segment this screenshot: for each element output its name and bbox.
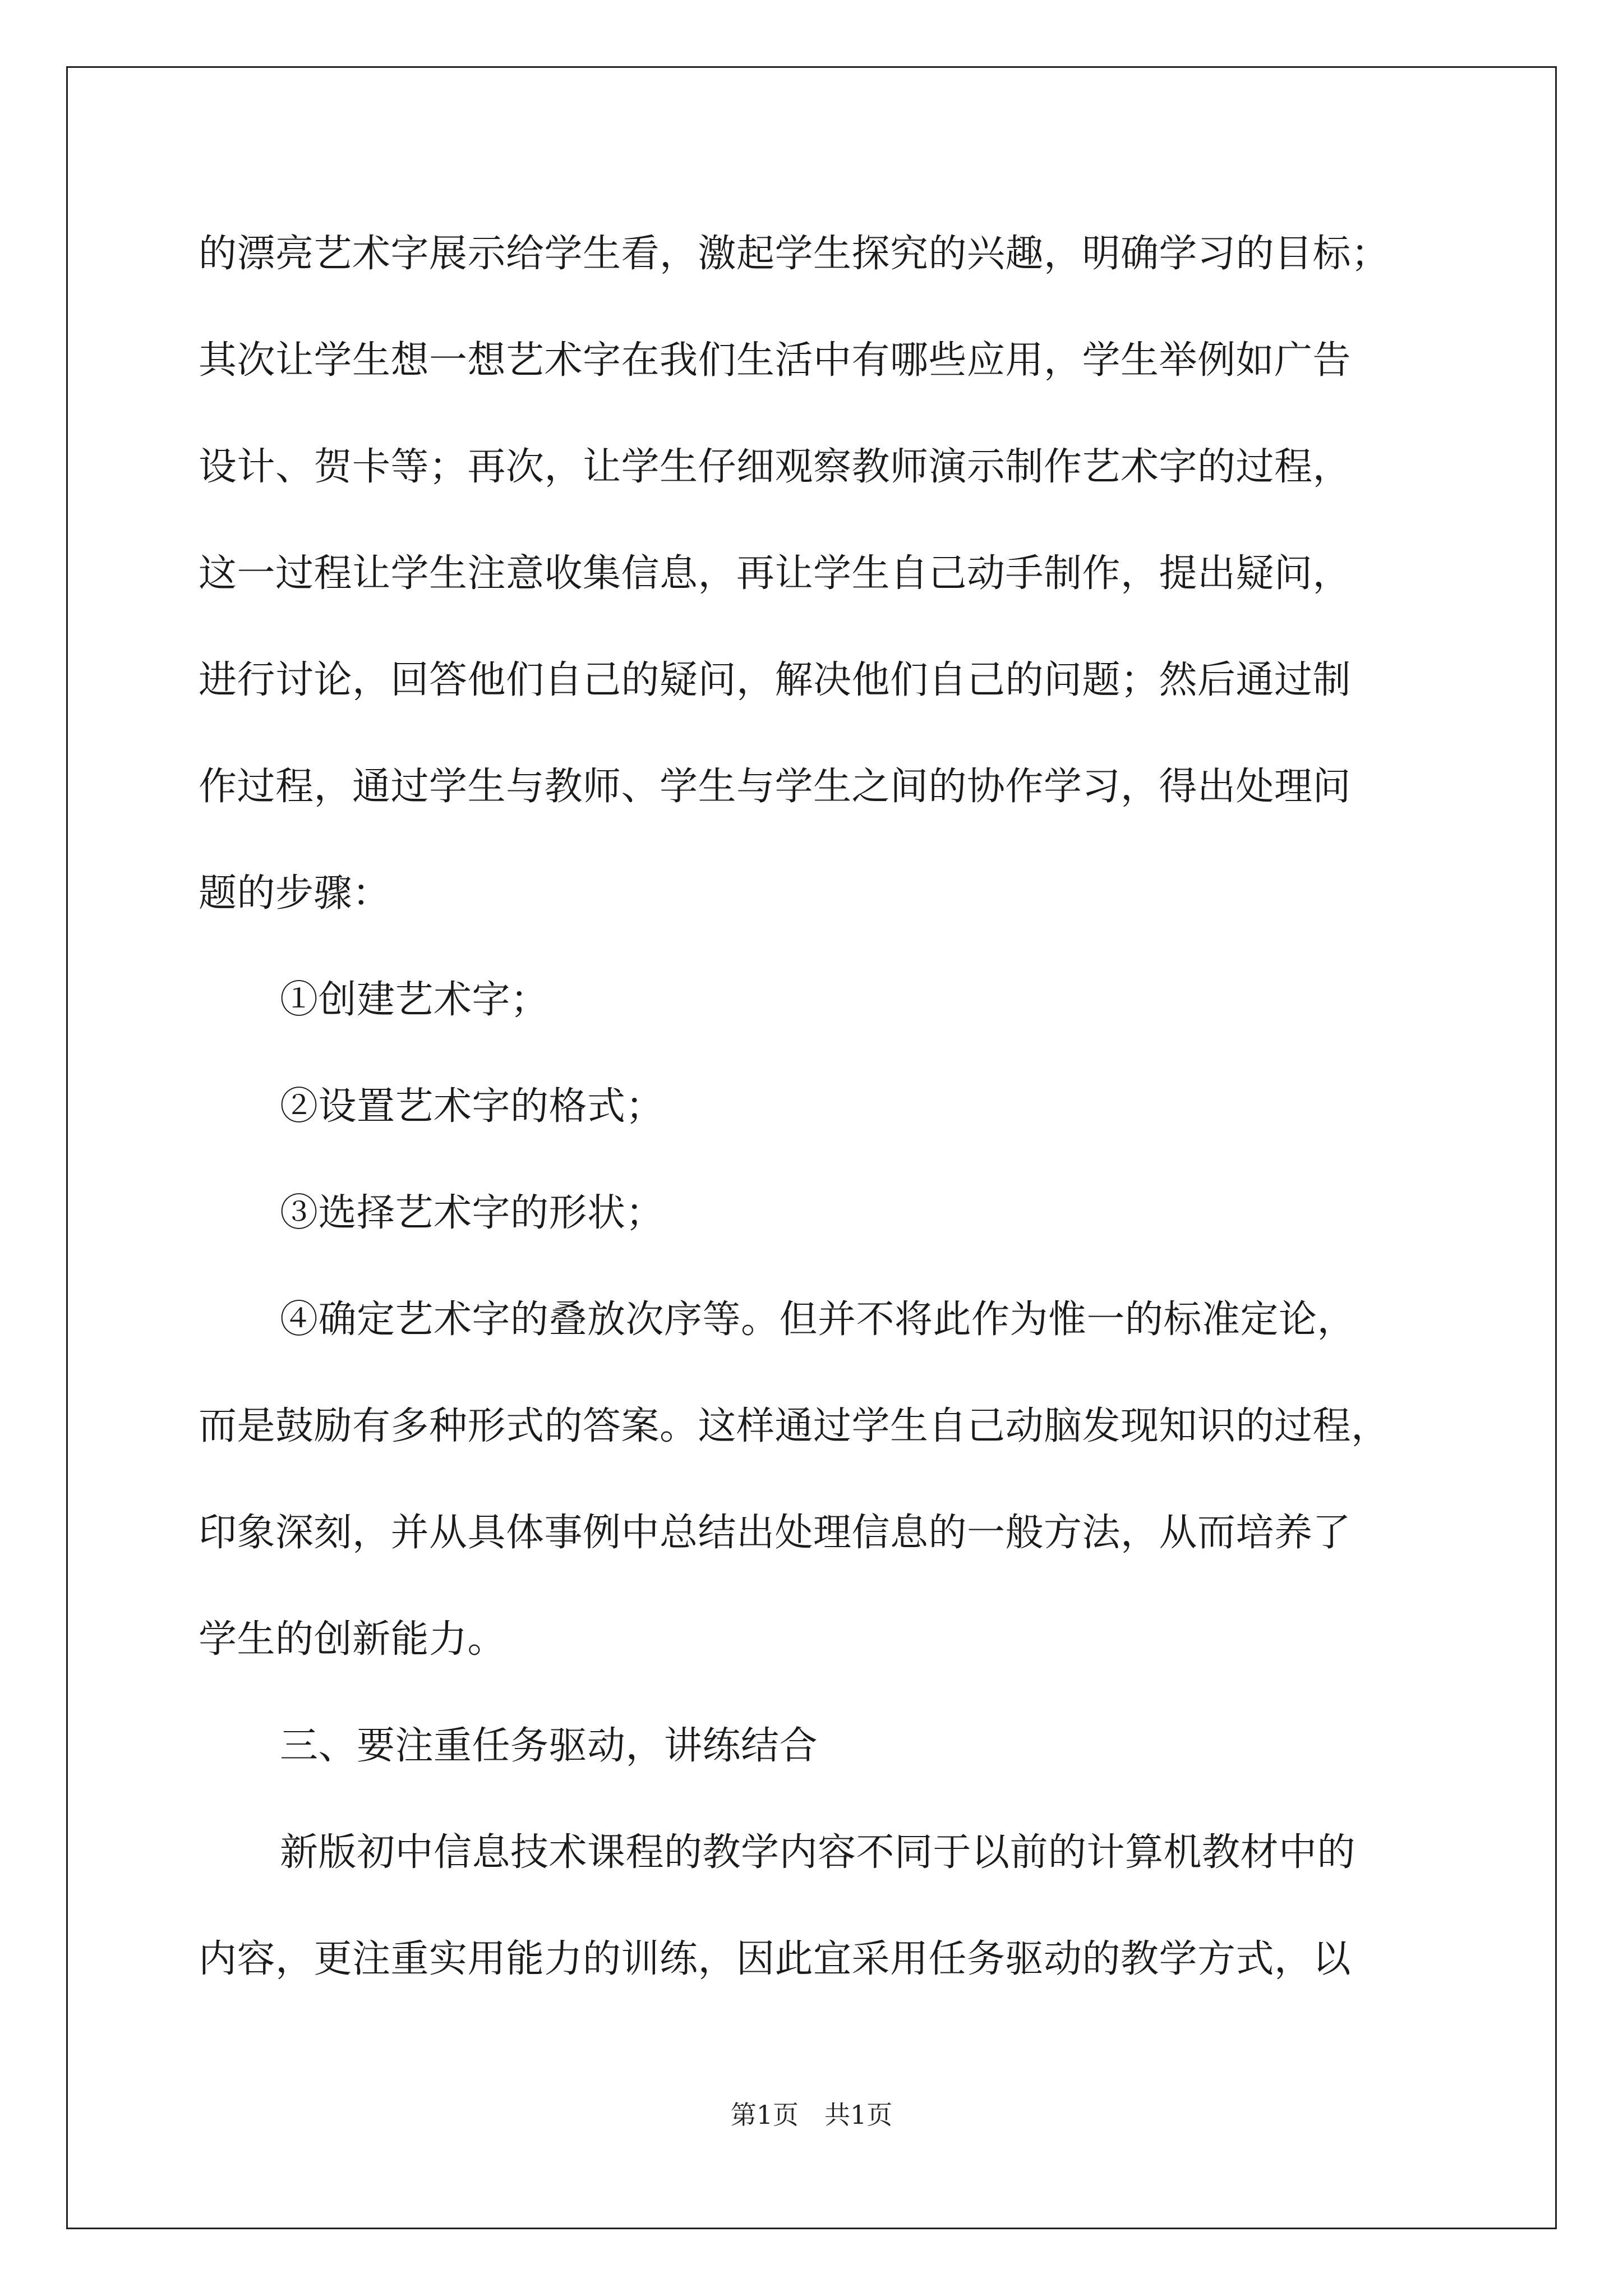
page-number-footer: 第1页 共1页 xyxy=(730,2100,893,2130)
text-line: 学生的创新能力。 xyxy=(199,1617,506,1662)
section-heading: 三、要注重任务驱动，讲练结合 xyxy=(280,1724,818,1768)
text-line: 作过程，通过学生与教师、学生与学生之间的协作学习，得出处理问 xyxy=(199,765,1352,809)
list-item: ④确定艺术字的叠放次序等。但并不将此作为惟一的标准定论， xyxy=(280,1297,1356,1342)
document-body xyxy=(199,201,1432,2013)
text-line: 内容，更注重实用能力的训练，因此宜采用任务驱动的教学方式，以 xyxy=(199,1937,1352,1981)
list-item: ①创建艺术字； xyxy=(280,978,549,1022)
text-line: 其次让学生想一想艺术字在我们生活中有哪些应用，学生举例如广告 xyxy=(199,338,1352,383)
text-line: 题的步骤： xyxy=(199,871,391,915)
list-item: ③选择艺术字的形状； xyxy=(280,1191,665,1235)
text-line: 新版初中信息技术课程的教学内容不同于以前的计算机教材中的 xyxy=(280,1830,1356,1875)
list-item: ②设置艺术字的格式； xyxy=(280,1084,665,1129)
text-line: 而是鼓励有多种形式的答案。这样通过学生自己动脑发现知识的过程， xyxy=(199,1404,1390,1448)
text-line: 印象深刻，并从具体事例中总结出处理信息的一般方法，从而培养了 xyxy=(199,1511,1352,1555)
text-line: 设计、贺卡等；再次，让学生仔细观察教师演示制作艺术字的过程， xyxy=(199,445,1352,489)
text-line: 的漂亮艺术字展示给学生看，激起学生探究的兴趣，明确学习的目标； xyxy=(199,232,1390,276)
text-line: 这一过程让学生注意收集信息，再让学生自己动手制作，提出疑问， xyxy=(199,551,1352,596)
text-line: 进行讨论，回答他们自己的疑问，解决他们自己的问题；然后通过制 xyxy=(199,658,1352,702)
